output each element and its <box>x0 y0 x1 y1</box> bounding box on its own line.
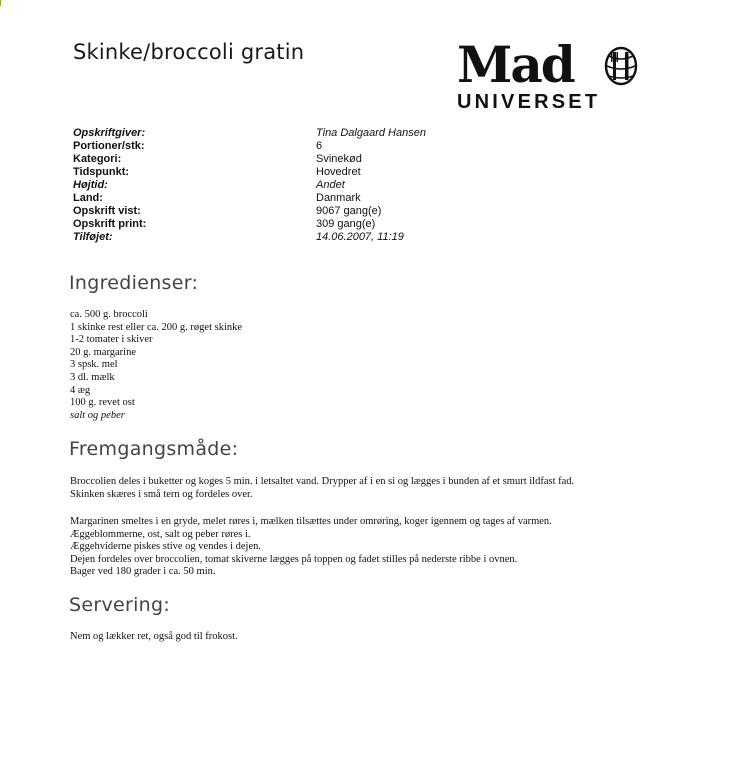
info-row <box>73 218 673 231</box>
info-label: Tilføjet: <box>73 231 113 243</box>
info-label: Højtid: <box>73 179 108 191</box>
logo-subtitle: UNIVERSET <box>457 91 601 113</box>
info-label: Land: <box>73 192 103 204</box>
info-value: 14.06.2007, 11:19 <box>316 231 404 243</box>
ingredients-heading: Ingredienser: <box>69 272 199 294</box>
info-row <box>73 140 673 153</box>
ingredient-item: 3 dl. mælk <box>70 371 115 383</box>
info-value: Tina Dalgaard Hansen <box>316 127 426 139</box>
method-line: Skinken skæres i små tern og fordeles over. <box>70 488 253 500</box>
info-value: Danmark <box>316 192 361 204</box>
info-row <box>73 192 673 205</box>
info-value: 309 gang(e) <box>316 218 376 230</box>
ingredient-item: 100 g. revet ost <box>70 397 135 409</box>
recipe-title: Skinke/broccoli gratin <box>73 40 305 64</box>
info-label: Portioner/stk: <box>73 140 145 152</box>
method-paragraph <box>70 476 574 501</box>
ingredient-item: salt og peber <box>70 409 125 421</box>
method-line: Dejen fordeles over broccolien, tomat skiverne lægges på toppen og fadet stilles på nederste ribbe i ovnen. <box>70 553 518 565</box>
method-line: Æggehviderne piskes stive og vendes i dejen. <box>70 541 261 553</box>
info-value: 9067 gang(e) <box>316 205 382 217</box>
method-line: Bager ved 180 grader i ca. 50 min. <box>70 566 216 578</box>
method-heading: Fremgangsmåde: <box>69 438 239 460</box>
info-row <box>73 205 673 218</box>
method-line: Æggeblommerne, ost, salt og peber røres i. <box>70 528 251 540</box>
method-line: Broccolien deles i buketter og koges 5 min. i letsaltet vand. Drypper af i en si og lægges i bunden af et smurt ildfast fad. <box>70 476 575 487</box>
info-row <box>73 231 673 244</box>
logo-word: Mad <box>457 35 574 94</box>
ingredient-item: 3 spsk. mel <box>70 359 118 371</box>
info-value: Andet <box>316 179 345 191</box>
mad-universet-logo <box>457 35 647 115</box>
info-row <box>73 166 673 179</box>
info-label: Opskrift vist: <box>73 205 141 217</box>
method-paragraph <box>70 516 552 579</box>
info-value: 6 <box>316 140 323 152</box>
serving-text: Nem og lækker ret, også god til frokost. <box>70 631 238 642</box>
method-line: Margarinen smeltes i en gryde, melet røres i, mælken tilsættes under omrøring, koger igennem og tages af varmen. <box>70 516 552 527</box>
ingredient-item: ca. 500 g. broccoli <box>70 309 148 320</box>
info-value: Svinekød <box>316 153 362 165</box>
ingredient-item: 1-2 tomater i skiver <box>70 334 153 346</box>
info-row <box>73 127 673 140</box>
recipe-info-table <box>73 127 673 244</box>
ingredient-item: 20 g. margarine <box>70 346 136 358</box>
info-label: Opskriftgiver: <box>73 127 146 139</box>
info-row <box>73 153 673 166</box>
serving-heading: Servering: <box>69 594 171 616</box>
info-label: Opskrift print: <box>73 218 147 230</box>
cutlery-globe-icon <box>603 46 639 86</box>
info-value: Hovedret <box>316 166 361 178</box>
info-label: Kategori: <box>73 153 122 165</box>
ingredients-list <box>70 309 242 422</box>
info-row <box>73 179 673 192</box>
ingredient-item: 1 skinke rest eller ca. 200 g. røget skinke <box>70 321 243 333</box>
corner-mark <box>0 0 4 6</box>
ingredient-item: 4 æg <box>70 384 91 396</box>
info-label: Tidspunkt: <box>73 166 130 178</box>
